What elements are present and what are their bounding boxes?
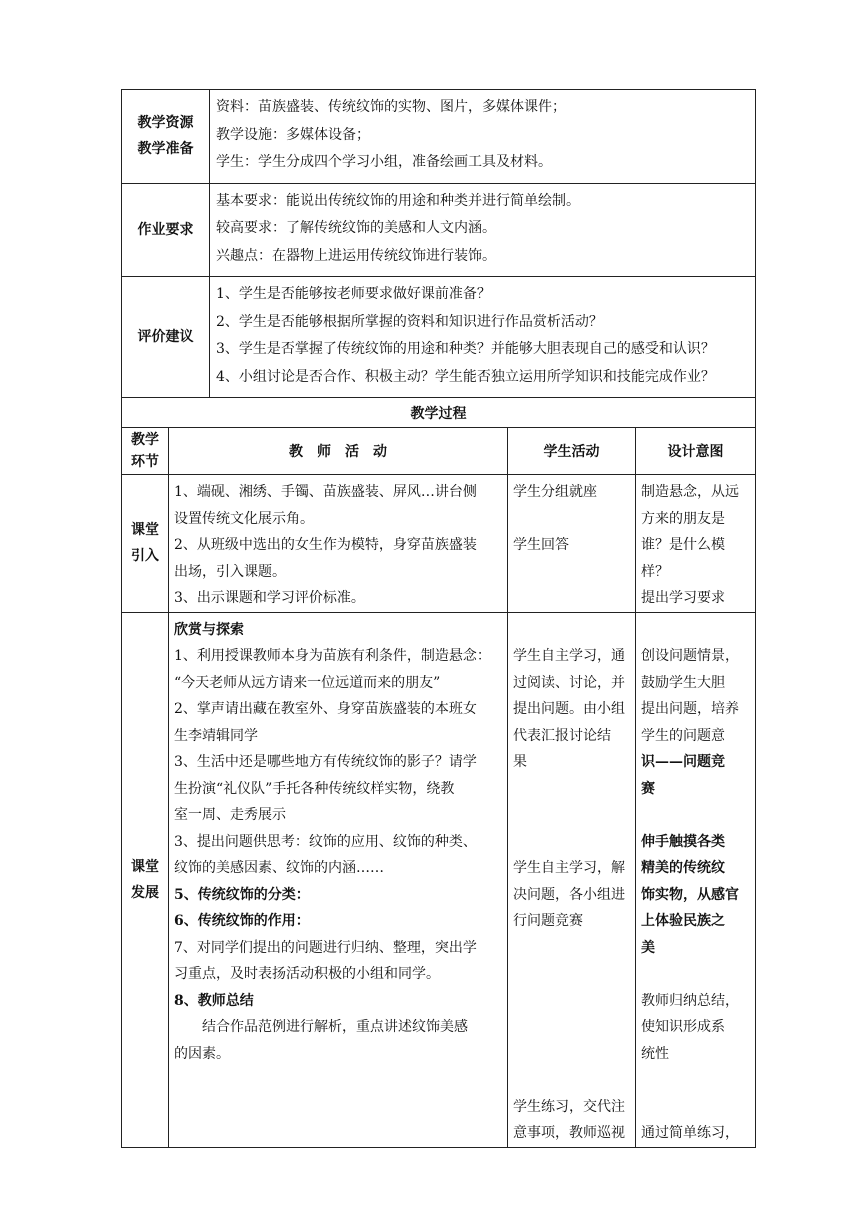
- develop-student-line: 提出问题。由小组: [513, 701, 625, 717]
- intro-teacher-line: 1、端砚、湘绣、手镯、苗族盛装、屏风…讲台侧: [174, 484, 477, 500]
- resources-label-line2: 教学准备: [137, 141, 194, 158]
- intro-intent-line: 谁？是什么模: [641, 537, 725, 553]
- develop-student-gap: [513, 961, 630, 988]
- process-header-row: [122, 428, 756, 475]
- intro-teacher-line: 设置传统文化展示角。: [174, 510, 314, 527]
- evaluation-line: 2、学生是否能够根据所掌握的资料和知识进行作品赏析活动？: [216, 313, 603, 330]
- intro-student-line: 学生回答: [513, 537, 569, 553]
- develop-teacher-line: “今天老师从远方请来一位远道而来的朋友”: [174, 674, 441, 691]
- develop-intent-line: 统性: [641, 1045, 669, 1062]
- homework-content: [210, 183, 756, 277]
- develop-classify-heading: 5、传统纹饰的分类：: [174, 886, 310, 903]
- intro-intent-line: 样？: [641, 563, 669, 580]
- develop-stage-line1: 课堂: [131, 858, 159, 875]
- develop-intent-line: 识——问题竞: [641, 754, 725, 770]
- develop-function-heading: 6、传统纹饰的作用：: [174, 913, 310, 929]
- develop-student-gap: [513, 935, 630, 962]
- homework-line: 兴趣点：在器物上进运用传统纹饰进行装饰。: [216, 247, 496, 264]
- develop-teacher-line: 3、生活中还是哪些地方有传统纹饰的影子？请学: [174, 754, 477, 770]
- evaluation-row: [122, 277, 756, 398]
- evaluation-content: [210, 277, 756, 398]
- develop-intent-line: 教师归纳总结，: [641, 992, 739, 1009]
- resources-line: 资料：苗族盛装、传统纹饰的实物、图片，多媒体课件；: [216, 99, 566, 115]
- process-title-row: [122, 398, 756, 428]
- develop-design-intent: [636, 612, 756, 1147]
- develop-student-gap: [513, 988, 630, 1015]
- develop-intent-gap: [641, 961, 750, 988]
- develop-student-gap: [513, 617, 630, 644]
- evaluation-line: 1、学生是否能够按老师要求做好课前准备？: [216, 286, 491, 302]
- develop-stage-line2: 发展: [131, 884, 159, 901]
- develop-intent-gap: [641, 802, 750, 829]
- intro-intent-line: 制造悬念，从远: [641, 484, 739, 500]
- develop-summary-line: 7、对同学们提出的问题进行归纳、整理，突出学: [174, 939, 477, 956]
- resources-content: [210, 90, 756, 184]
- evaluation-line: 3、学生是否掌握了传统纹饰的用途和种类？并能够大胆表现自己的感受和认识？: [216, 341, 715, 357]
- intro-teacher-activity: [169, 475, 508, 613]
- develop-teacher-line: 生李靖辑同学: [174, 727, 258, 744]
- develop-intent-line: 伸手触摸各类: [641, 833, 725, 850]
- evaluation-line: 4、小组讨论是否合作、积极主动？学生能否独立运用所学知识和技能完成作业？: [216, 368, 715, 385]
- develop-student-gap: [513, 829, 630, 856]
- develop-intent-line: 鼓励学生大胆: [641, 674, 725, 691]
- develop-student-gap: [513, 776, 630, 803]
- develop-student-line: 过阅读、讨论，并: [513, 674, 625, 691]
- develop-closing-line: 的因素。: [174, 1045, 230, 1062]
- header-student-activity: 学生活动: [508, 428, 636, 475]
- intro-intent-line: 提出学习要求: [641, 590, 725, 606]
- intro-design-intent: [636, 475, 756, 613]
- intro-student-activity: [508, 475, 636, 613]
- resources-line: 学生：学生分成四个学习小组，准备绘画工具及材料。: [216, 154, 552, 170]
- intro-stage: [122, 475, 169, 613]
- intro-row: [122, 475, 756, 613]
- develop-student-gap: [513, 802, 630, 829]
- develop-intent-line: 使知识形成系: [641, 1019, 725, 1035]
- lesson-plan-table: [121, 89, 756, 1148]
- develop-intent-gap: [641, 1067, 750, 1094]
- develop-teacher-line: 生扮演“礼仪队”手托各种传统纹样实物，绕教: [174, 780, 455, 797]
- header-teacher-activity: 教 师 活 动: [169, 428, 508, 475]
- develop-teacher-summary-heading: 8、教师总结: [174, 992, 254, 1009]
- develop-intent-line: 上体验民族之: [641, 913, 725, 929]
- develop-student-line: 意事项，教师巡视: [513, 1125, 625, 1141]
- develop-student-line: 决问题，各小组进: [513, 886, 625, 903]
- develop-student-line: 学生自主学习，通: [513, 648, 625, 664]
- homework-line: 基本要求：能说出传统纹饰的用途和种类并进行简单绘制。: [216, 192, 580, 209]
- develop-teacher-line: 3、提出问题供思考：纹饰的应用、纹饰的种类、: [174, 833, 477, 850]
- develop-intent-gap: [641, 1094, 750, 1121]
- resources-label-line1: 教学资源: [137, 115, 194, 132]
- intro-teacher-line: 2、从班级中选出的女生作为模特，身穿苗族盛装: [174, 537, 477, 553]
- develop-intent-line: 通过简单练习，: [641, 1125, 739, 1141]
- intro-teacher-line: 3、出示课题和学习评价标准。: [174, 590, 365, 606]
- develop-teacher-line: 2、掌声请出藏在教室外、身穿苗族盛装的本班女: [174, 701, 477, 717]
- develop-student-gap: [513, 1014, 630, 1041]
- header-design-intent: 设计意图: [636, 428, 756, 475]
- intro-stage-line1: 课堂: [131, 522, 159, 539]
- develop-teacher-activity: [169, 612, 508, 1147]
- develop-intent-gap: [641, 617, 750, 644]
- develop-intent-line: 精美的传统纹: [641, 860, 725, 876]
- develop-row: [122, 612, 756, 1147]
- intro-intent-line: 方来的朋友是: [641, 510, 725, 527]
- header-stage-line2: 环节: [131, 454, 159, 470]
- develop-teacher-line: 室一周、走秀展示: [174, 807, 286, 823]
- intro-student-gap: [513, 506, 630, 533]
- develop-intent-line: 美: [641, 939, 655, 956]
- develop-intent-line: 赛: [641, 780, 655, 797]
- develop-teacher-line: 纹饰的美感因素、纹饰的内涵……: [174, 860, 384, 876]
- intro-stage-line2: 引入: [131, 548, 159, 565]
- header-stage-line1: 教学: [131, 432, 159, 448]
- develop-student-line: 行问题竞赛: [513, 913, 583, 929]
- develop-student-line: 代表汇报讨论结: [513, 727, 611, 744]
- develop-stage: [122, 612, 169, 1147]
- develop-student-line: 学生练习，交代注: [513, 1098, 625, 1115]
- develop-student-gap: [513, 1041, 630, 1068]
- process-title: 教学过程: [122, 398, 756, 428]
- homework-row: [122, 183, 756, 277]
- develop-student-activity: [508, 612, 636, 1147]
- develop-intent-line: 学生的问题意: [641, 727, 725, 744]
- intro-teacher-line: 出场，引入课题。: [174, 563, 286, 580]
- evaluation-label: 评价建议: [122, 277, 210, 398]
- develop-intent-line: 创设问题情景，: [641, 648, 739, 664]
- develop-teacher-line: 1、利用授课教师本身为苗族有利条件，制造悬念：: [174, 648, 491, 664]
- develop-student-line: 果: [513, 754, 527, 770]
- homework-line: 较高要求：了解传统纹饰的美感和人文内涵。: [216, 220, 496, 236]
- develop-student-line: 学生自主学习，解: [513, 860, 625, 876]
- resources-row: [122, 90, 756, 184]
- develop-intent-line: 饰实物，从感官: [641, 886, 739, 903]
- develop-student-gap: [513, 1067, 630, 1094]
- resources-line: 教学设施：多媒体设备；: [216, 126, 370, 143]
- develop-summary-line: 习重点，及时表扬活动积极的小组和同学。: [174, 966, 440, 982]
- develop-teacher-heading: 欣赏与探索: [174, 621, 244, 638]
- develop-intent-line: 提出问题，培养: [641, 701, 739, 717]
- homework-label: 作业要求: [122, 183, 210, 277]
- resources-label: [122, 90, 210, 184]
- header-stage: [122, 428, 169, 475]
- intro-student-line: 学生分组就座: [513, 484, 597, 500]
- develop-closing-line: 结合作品范例进行解析，重点讲述纹饰美感: [202, 1019, 468, 1035]
